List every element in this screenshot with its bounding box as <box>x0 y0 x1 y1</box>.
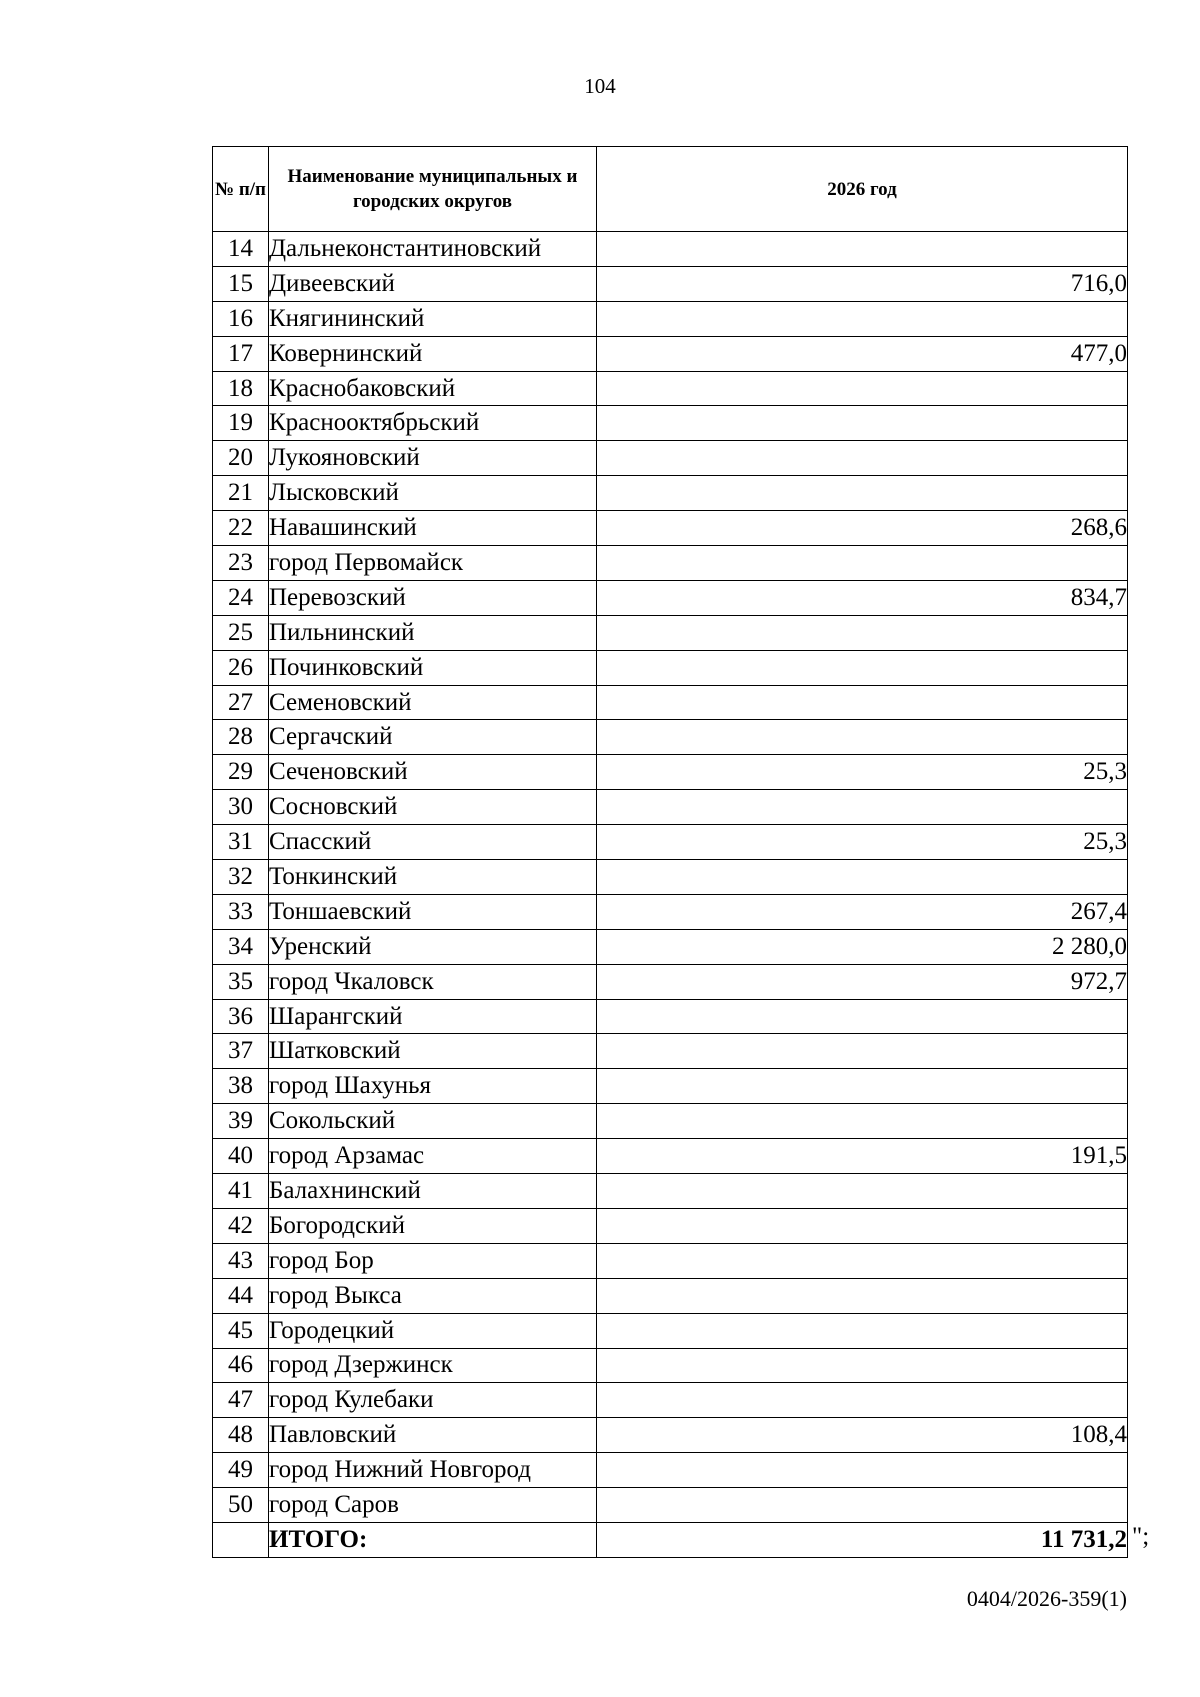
row-name: Балахнинский <box>269 1174 597 1209</box>
row-value <box>597 1104 1128 1139</box>
row-name: Тоншаевский <box>269 894 597 929</box>
row-value <box>597 476 1128 511</box>
row-value <box>597 1243 1128 1278</box>
row-number: 17 <box>213 336 269 371</box>
row-name: город Нижний Новгород <box>269 1453 597 1488</box>
header-year-label: 2026 год <box>827 178 897 200</box>
row-number: 43 <box>213 1243 269 1278</box>
table-row <box>213 1034 1128 1069</box>
row-name: Шарангский <box>269 999 597 1034</box>
row-number: 46 <box>213 1348 269 1383</box>
row-name: Починковский <box>269 650 597 685</box>
page-number: 104 <box>584 74 616 98</box>
row-name: город Кулебаки <box>269 1383 597 1418</box>
table-row <box>213 999 1128 1034</box>
row-number: 48 <box>213 1418 269 1453</box>
row-number: 24 <box>213 580 269 615</box>
row-number: 16 <box>213 301 269 336</box>
table-row <box>213 1418 1128 1453</box>
row-name: Лукояновский <box>269 441 597 476</box>
row-value: 267,4 <box>597 894 1128 929</box>
row-name: город Шахунья <box>269 1069 597 1104</box>
row-value <box>597 685 1128 720</box>
table-row <box>213 825 1128 860</box>
header-name <box>269 147 597 232</box>
row-value <box>597 615 1128 650</box>
row-value <box>597 406 1128 441</box>
row-number: 40 <box>213 1139 269 1174</box>
row-number: 35 <box>213 964 269 999</box>
row-number: 36 <box>213 999 269 1034</box>
row-value <box>597 1383 1128 1418</box>
row-name: Семеновский <box>269 685 597 720</box>
table-header-row <box>213 147 1128 232</box>
row-value <box>597 1313 1128 1348</box>
table-row <box>213 964 1128 999</box>
row-number: 47 <box>213 1383 269 1418</box>
total-row <box>213 1522 1128 1557</box>
table-row <box>213 476 1128 511</box>
row-number: 41 <box>213 1174 269 1209</box>
row-name: Краснобаковский <box>269 371 597 406</box>
row-name: город Бор <box>269 1243 597 1278</box>
row-value <box>597 1034 1128 1069</box>
table-row <box>213 1139 1128 1174</box>
row-value <box>597 232 1128 267</box>
row-number: 32 <box>213 860 269 895</box>
table-row <box>213 1104 1128 1139</box>
table-body <box>213 232 1128 1558</box>
row-number: 14 <box>213 232 269 267</box>
row-number: 26 <box>213 650 269 685</box>
row-name: Сеченовский <box>269 755 597 790</box>
table-row <box>213 1453 1128 1488</box>
row-number: 20 <box>213 441 269 476</box>
row-value <box>597 860 1128 895</box>
row-number: 42 <box>213 1208 269 1243</box>
row-value: 25,3 <box>597 825 1128 860</box>
row-name: город Арзамас <box>269 1139 597 1174</box>
row-number: 34 <box>213 929 269 964</box>
row-number: 15 <box>213 266 269 301</box>
row-name: Сокольский <box>269 1104 597 1139</box>
total-label: ИТОГО: <box>269 1522 597 1557</box>
row-name: Уренский <box>269 929 597 964</box>
table-row <box>213 1348 1128 1383</box>
table-row <box>213 1069 1128 1104</box>
row-value: 834,7 <box>597 580 1128 615</box>
header-name-label: Наименование муниципальных и городских округов <box>287 166 578 212</box>
row-value: 2 280,0 <box>597 929 1128 964</box>
row-number: 29 <box>213 755 269 790</box>
row-value: 25,3 <box>597 755 1128 790</box>
row-value: 477,0 <box>597 336 1128 371</box>
row-value <box>597 371 1128 406</box>
table-row <box>213 406 1128 441</box>
row-name: Городецкий <box>269 1313 597 1348</box>
document-code: 0404/2026-359(1) <box>966 1586 1127 1611</box>
row-name: Дальнеконстантиновский <box>269 232 597 267</box>
row-name: Пильнинский <box>269 615 597 650</box>
total-num-cell <box>213 1522 269 1557</box>
row-number: 22 <box>213 511 269 546</box>
table-row <box>213 441 1128 476</box>
row-value: 716,0 <box>597 266 1128 301</box>
table-row <box>213 1313 1128 1348</box>
row-name: Навашинский <box>269 511 597 546</box>
table-row <box>213 1243 1128 1278</box>
row-number: 50 <box>213 1488 269 1523</box>
table-row <box>213 615 1128 650</box>
table-row <box>213 301 1128 336</box>
row-name: город Саров <box>269 1488 597 1523</box>
row-value <box>597 720 1128 755</box>
row-number: 25 <box>213 615 269 650</box>
table-row <box>213 546 1128 581</box>
table-row <box>213 790 1128 825</box>
table-row <box>213 336 1128 371</box>
table-row <box>213 580 1128 615</box>
row-number: 18 <box>213 371 269 406</box>
row-name: Ковернинский <box>269 336 597 371</box>
table-row <box>213 755 1128 790</box>
allocation-table <box>212 146 1128 1558</box>
table-row <box>213 720 1128 755</box>
row-value <box>597 546 1128 581</box>
table-row <box>213 1174 1128 1209</box>
row-value <box>597 301 1128 336</box>
row-name: Лысковский <box>269 476 597 511</box>
header-num <box>213 147 269 232</box>
row-name: Спасский <box>269 825 597 860</box>
row-value <box>597 999 1128 1034</box>
table-row <box>213 371 1128 406</box>
row-name: город Выкса <box>269 1278 597 1313</box>
table-row <box>213 232 1128 267</box>
row-number: 49 <box>213 1453 269 1488</box>
row-name: Богородский <box>269 1208 597 1243</box>
row-name: Краснооктябрьский <box>269 406 597 441</box>
row-number: 38 <box>213 1069 269 1104</box>
row-number: 21 <box>213 476 269 511</box>
row-value <box>597 1174 1128 1209</box>
row-number: 27 <box>213 685 269 720</box>
row-name: город Первомайск <box>269 546 597 581</box>
row-name: Княгининский <box>269 301 597 336</box>
closing-quote-mark: "; <box>1132 1523 1150 1550</box>
row-value <box>597 441 1128 476</box>
row-value <box>597 1069 1128 1104</box>
header-num-label: № п/п <box>214 178 267 200</box>
table-row <box>213 650 1128 685</box>
table-row <box>213 1208 1128 1243</box>
table-row <box>213 860 1128 895</box>
row-value <box>597 790 1128 825</box>
row-number: 37 <box>213 1034 269 1069</box>
row-number: 28 <box>213 720 269 755</box>
table-row <box>213 1383 1128 1418</box>
row-value: 191,5 <box>597 1139 1128 1174</box>
total-value: 11 731,2 <box>597 1522 1128 1557</box>
row-number: 45 <box>213 1313 269 1348</box>
table-row <box>213 1278 1128 1313</box>
row-number: 23 <box>213 546 269 581</box>
row-name: Шатковский <box>269 1034 597 1069</box>
row-value: 268,6 <box>597 511 1128 546</box>
row-name: город Чкаловск <box>269 964 597 999</box>
table-row <box>213 266 1128 301</box>
table-row <box>213 511 1128 546</box>
row-name: Сосновский <box>269 790 597 825</box>
row-name: Павловский <box>269 1418 597 1453</box>
row-value <box>597 1278 1128 1313</box>
row-number: 44 <box>213 1278 269 1313</box>
table-row <box>213 1488 1128 1523</box>
row-number: 19 <box>213 406 269 441</box>
header-year <box>597 147 1128 232</box>
row-value <box>597 1488 1128 1523</box>
row-name: Сергачский <box>269 720 597 755</box>
table-row <box>213 929 1128 964</box>
row-value <box>597 1348 1128 1383</box>
row-value: 972,7 <box>597 964 1128 999</box>
row-number: 31 <box>213 825 269 860</box>
table-row <box>213 894 1128 929</box>
row-name: Дивеевский <box>269 266 597 301</box>
row-number: 30 <box>213 790 269 825</box>
row-value <box>597 1208 1128 1243</box>
row-name: Тонкинский <box>269 860 597 895</box>
row-value <box>597 650 1128 685</box>
row-value: 108,4 <box>597 1418 1128 1453</box>
row-number: 33 <box>213 894 269 929</box>
row-number: 39 <box>213 1104 269 1139</box>
table-row <box>213 685 1128 720</box>
row-name: город Дзержинск <box>269 1348 597 1383</box>
row-value <box>597 1453 1128 1488</box>
row-name: Перевозский <box>269 580 597 615</box>
